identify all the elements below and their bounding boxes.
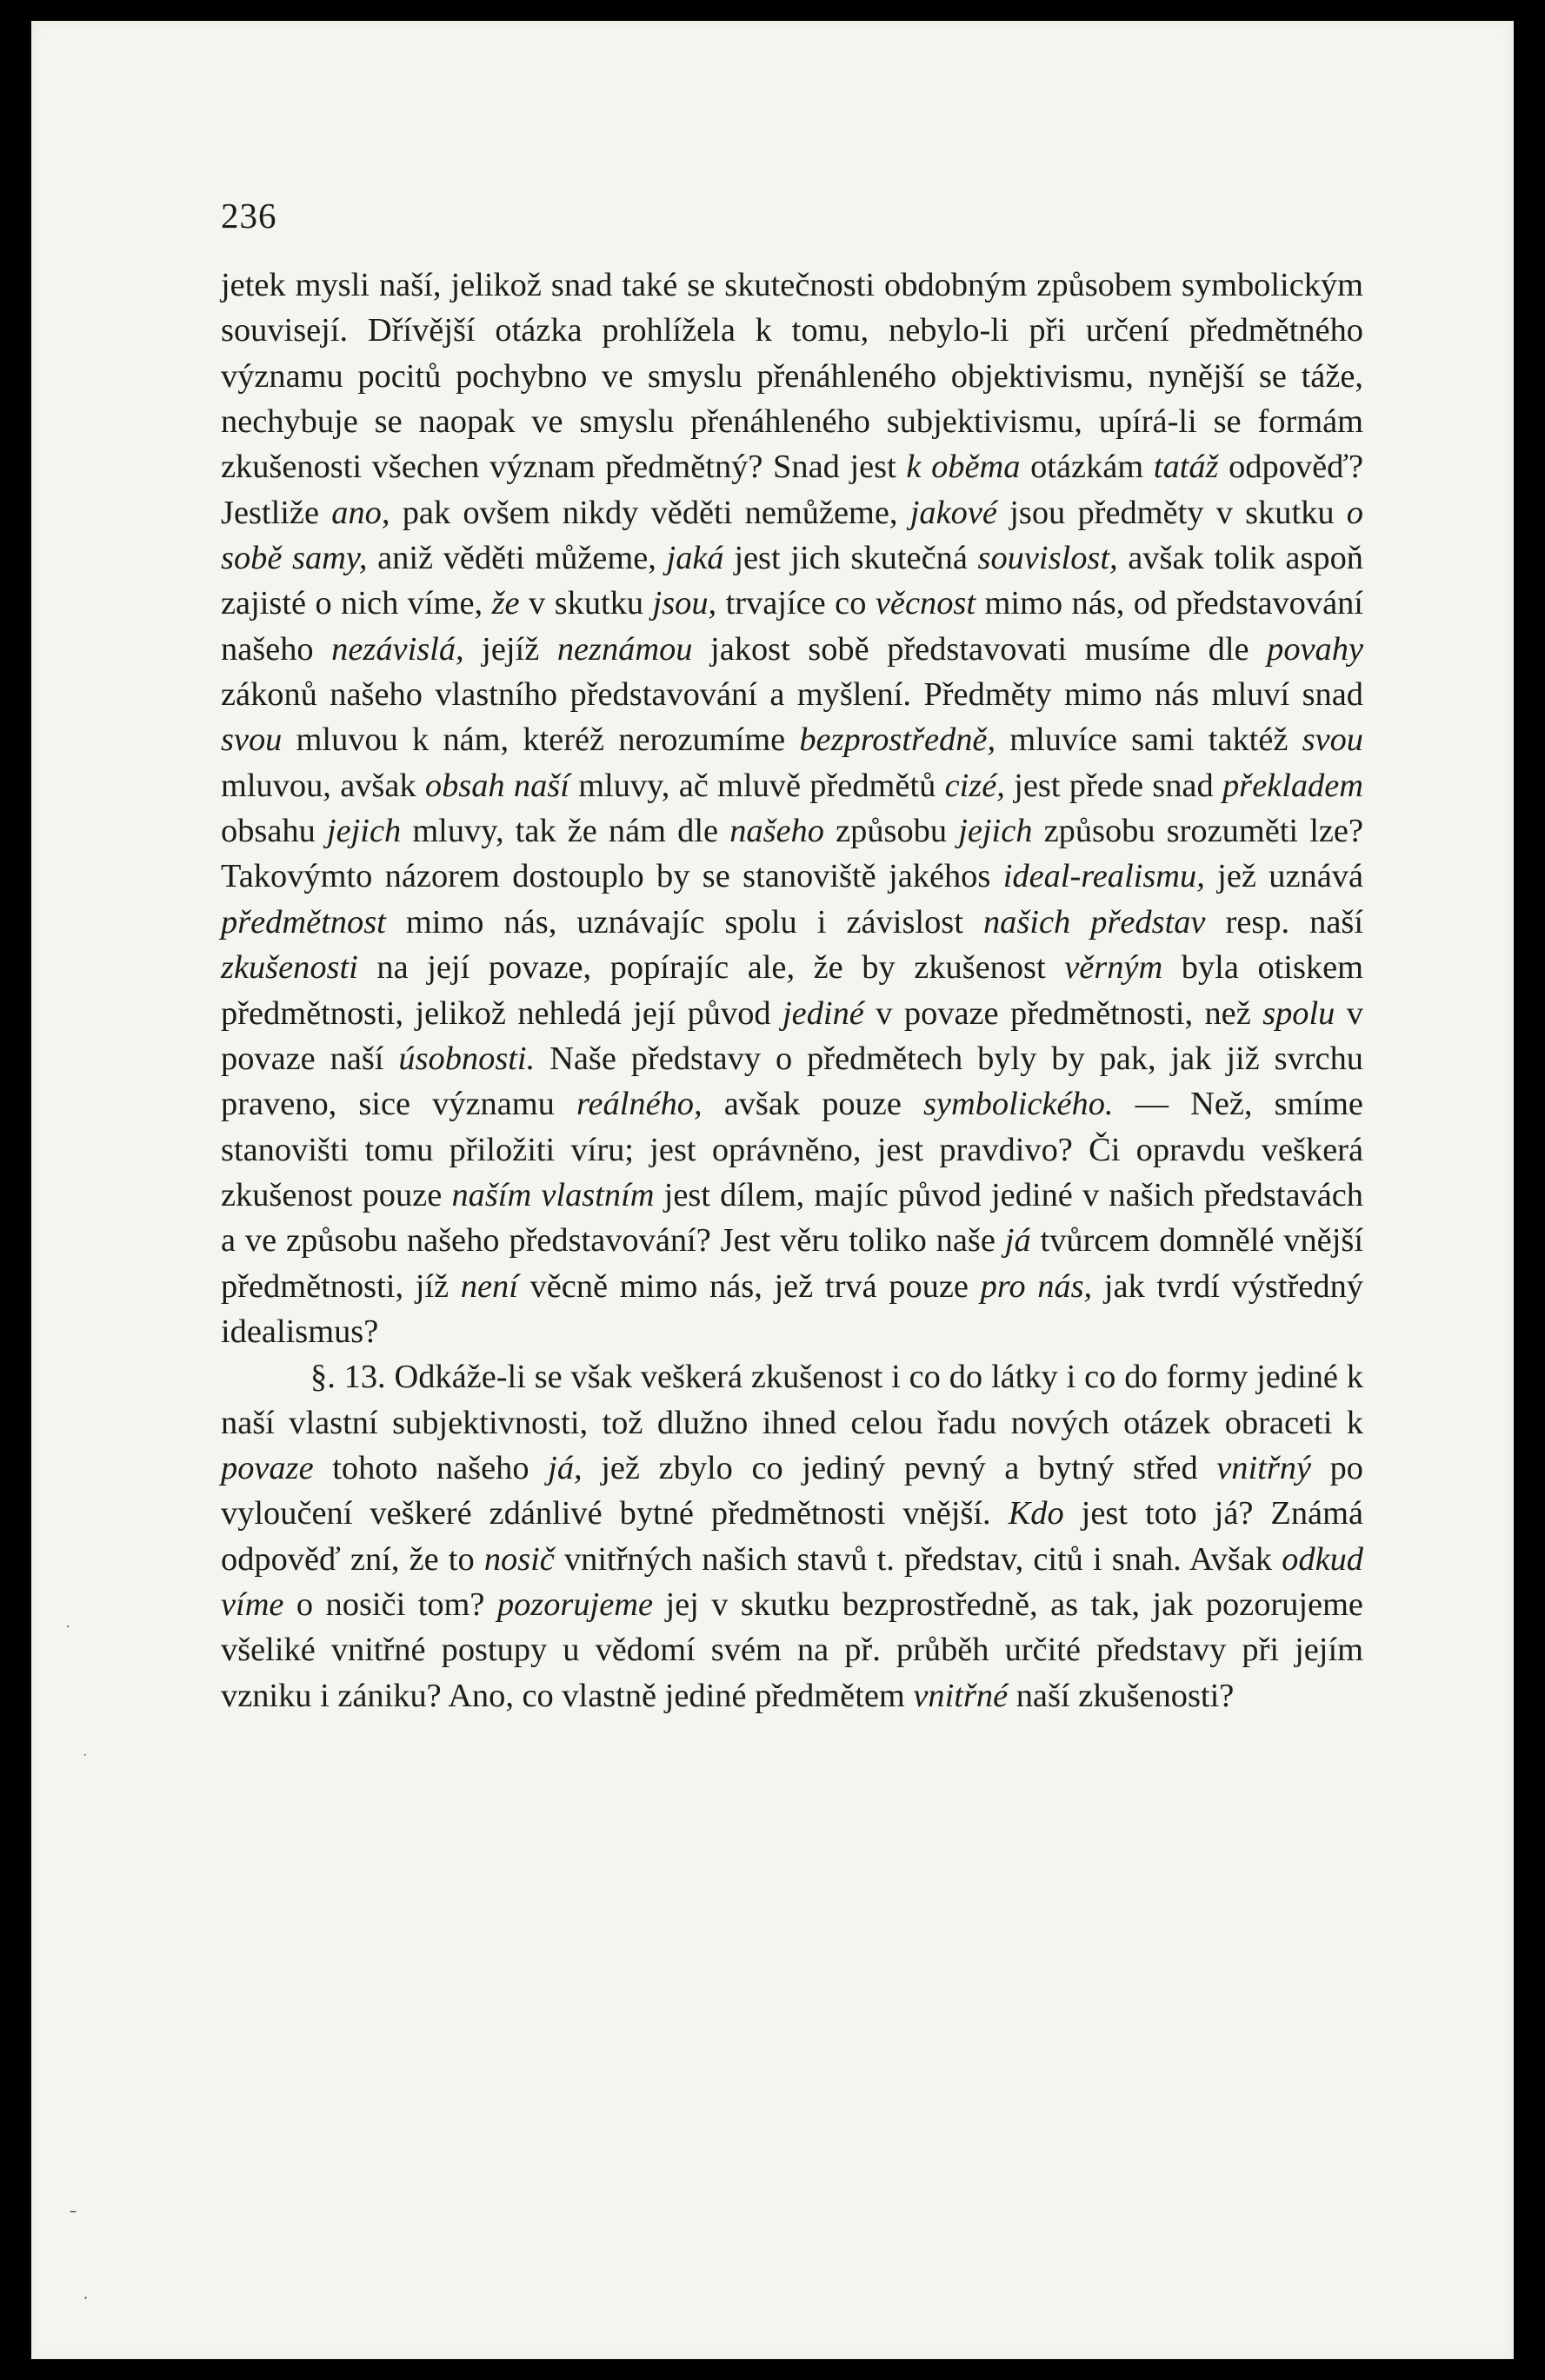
text-run: pak ovšem nikdy věděti nemůžeme,: [390, 494, 910, 531]
text-run: tvůrcem domnělé vnější předmětnosti, jíž: [221, 1222, 1363, 1305]
text-run: na její povaze, popírajíc ale, že by zkušenost: [357, 949, 1065, 987]
text-run: byla otiskem předmětnosti, jelikož nehledá její původ: [221, 949, 1364, 1032]
italic-run: ideal-realismu,: [1002, 858, 1205, 895]
italic-run: spolu: [1262, 994, 1335, 1032]
text-run: v povaze naší: [221, 994, 1363, 1077]
text-run: způsobu srozuměti lze? Takovýmto názorem dostouplo by se stanoviště jakéhos: [221, 813, 1364, 895]
italic-run: svou: [1302, 721, 1363, 759]
text-run: resp. naší: [1205, 903, 1364, 941]
text-run: jejíž: [463, 630, 557, 668]
text-run: — Než, smíme stanovišti tomu přiložiti víru; jest oprávněno, jest pravdivo? Či opravdu veškerá zkušenost pouze: [221, 1086, 1363, 1213]
book-page: [31, 21, 1514, 2359]
italic-run: naším vlastním: [451, 1176, 655, 1213]
italic-run: věrným: [1064, 949, 1163, 987]
paragraph-1: [221, 263, 1363, 1354]
text-run: v skutku: [519, 585, 653, 622]
text-run: tohoto našeho: [313, 1449, 549, 1486]
italic-run: odkud víme: [221, 1540, 1363, 1623]
scan-speck: ·: [83, 1749, 87, 1761]
italic-run: tatáž: [1153, 449, 1219, 486]
paragraph-2: [221, 1354, 1363, 1719]
text-run: mluvy, ač mluvě předmětů: [569, 767, 945, 804]
text-run: mluvy, tak že nám dle: [401, 813, 730, 850]
italic-run: svou: [221, 721, 283, 759]
italic-run: jejich: [958, 813, 1033, 850]
text-run: jakost sobě představovati musíme dle: [692, 630, 1268, 668]
italic-run: já,: [548, 1449, 583, 1486]
text-run: jest jich skutečná: [723, 540, 978, 577]
text-run: obsahu: [221, 813, 327, 850]
scan-speck: –: [70, 2203, 77, 2219]
text-run: mluvou, avšak: [221, 767, 425, 804]
text-run: jest dílem, majíc původ jediné v našich představách a ve způsobu našeho představování? Jest věru toliko naše: [221, 1176, 1363, 1260]
italic-run: k oběma: [906, 449, 1021, 486]
italic-run: povaze: [221, 1449, 314, 1486]
text-run: naší zkušenosti?: [1008, 1677, 1235, 1714]
text-run: aniž věděti můžeme,: [367, 540, 667, 577]
text-run: jak tvrdí výstředný idealismus?: [221, 1267, 1363, 1350]
italic-run: ano,: [331, 494, 390, 531]
italic-run: obsah naší: [424, 767, 569, 804]
italic-run: reálného,: [576, 1086, 703, 1123]
italic-run: jsou,: [652, 585, 717, 622]
text-run: vnitřných našich stavů t. představ, citů i snah. Avšak: [554, 1540, 1282, 1578]
text-run: jest přede snad: [1004, 767, 1222, 804]
italic-run: zkušenosti: [221, 949, 358, 987]
text-run: o nosiči tom?: [283, 1586, 497, 1623]
italic-run: neznámou: [556, 630, 693, 668]
body-text: [221, 263, 1363, 1719]
text-run: po vyloučení veškeré zdánlivé bytné předmětnosti vnější.: [221, 1449, 1363, 1532]
text-run: trvajíce co: [716, 585, 876, 622]
text-run: jež uznává: [1204, 858, 1363, 895]
text-run: otázkám: [1020, 449, 1154, 486]
text-run: jetek mysli naší, jelikož snad také se skutečnosti obdobným způsobem symbolickým souvisejí. Dřívější otázka prohlížela k tomu, nebylo-li při určení předmětného významu pocitů pochybno ve smyslu přenáhleného objektivismu, nynější se táže, nechybuje se naopak ve smyslu přenáhleného subjektivismu, upírá-li se formám zkušenosti všechen význam předmětný? Snad jest: [221, 267, 1363, 486]
italic-run: jediné: [782, 994, 864, 1032]
text-run: věcně mimo nás, jež trvá pouze: [517, 1267, 981, 1305]
italic-run: úsobnosti.: [398, 1040, 536, 1077]
text-run: mluvou k nám, kteréž nerozumíme: [282, 721, 800, 759]
italic-run: jakové: [909, 494, 997, 531]
text-run: mimo nás, uznávajíc spolu i závislost: [385, 903, 983, 941]
text-run: avšak pouze: [702, 1086, 923, 1123]
text-run: zákonů našeho vlastního představování a myšlení. Předměty mimo nás mluví snad: [221, 676, 1363, 714]
text-run: avšak tolik aspoň zajisté o nich víme,: [221, 540, 1363, 622]
italic-run: není: [460, 1267, 518, 1305]
italic-run: jaká: [666, 540, 724, 577]
text-run: v povaze předmětnosti, než: [863, 994, 1263, 1032]
text-run: jej v skutku bezprostředně, as tak, jak pozorujeme všeliké vnitřné postupy u vědomí svém na př. průběh určité představy při jejím vzniku i zániku? Ano, co vlastně jediné předmětem: [221, 1586, 1363, 1714]
italic-run: Kdo: [1008, 1495, 1064, 1532]
text-run: odpověď? Jestliže: [221, 449, 1363, 531]
italic-run: že: [491, 585, 520, 622]
italic-run: překladem: [1222, 767, 1363, 804]
text-run: mimo nás, od představování našeho: [221, 585, 1363, 668]
text-run: jest toto já? Známá odpověď zní, že to: [221, 1495, 1363, 1578]
italic-run: pozorujeme: [496, 1586, 654, 1623]
scan-speck: ·: [83, 2290, 89, 2306]
italic-run: o sobě samy,: [221, 494, 1363, 577]
italic-run: předmětnost: [221, 903, 386, 941]
italic-run: věcnost: [875, 585, 976, 622]
italic-run: vnitřný: [1216, 1449, 1311, 1486]
italic-run: souvislost,: [977, 540, 1118, 577]
text-run: jsou předměty v skutku: [996, 494, 1347, 531]
italic-run: našich představ: [982, 903, 1206, 941]
text-run: způsobu: [823, 813, 959, 850]
italic-run: nosič: [483, 1540, 555, 1578]
italic-run: povahy: [1267, 630, 1363, 668]
italic-run: symbolického.: [922, 1086, 1114, 1123]
italic-run: pro nás,: [980, 1267, 1093, 1305]
page-number: 236: [221, 196, 277, 236]
text-run: jež zbylo co jediný pevný a bytný střed: [582, 1449, 1217, 1486]
italic-run: vnitřné: [913, 1677, 1009, 1714]
text-run: mluvíce sami taktéž: [996, 721, 1302, 759]
text-run: Naše představy o předmětech byly by pak, jak již svrchu praveno, sice významu: [221, 1040, 1363, 1123]
italic-run: našeho: [729, 813, 824, 850]
italic-run: bezprostředně,: [799, 721, 996, 759]
italic-run: cizé,: [944, 767, 1005, 804]
italic-run: já: [1004, 1222, 1031, 1260]
scan-speck: ·: [66, 1620, 70, 1634]
italic-run: nezávislá,: [331, 630, 464, 668]
italic-run: jejich: [326, 813, 402, 850]
text-run: §. 13. Odkáže-li se však veškerá zkušenost i co do látky i co do formy jediné k naší vlastní subjektivnosti, tož dlužno ihned celou řadu nových otázek obraceti k: [221, 1359, 1363, 1441]
